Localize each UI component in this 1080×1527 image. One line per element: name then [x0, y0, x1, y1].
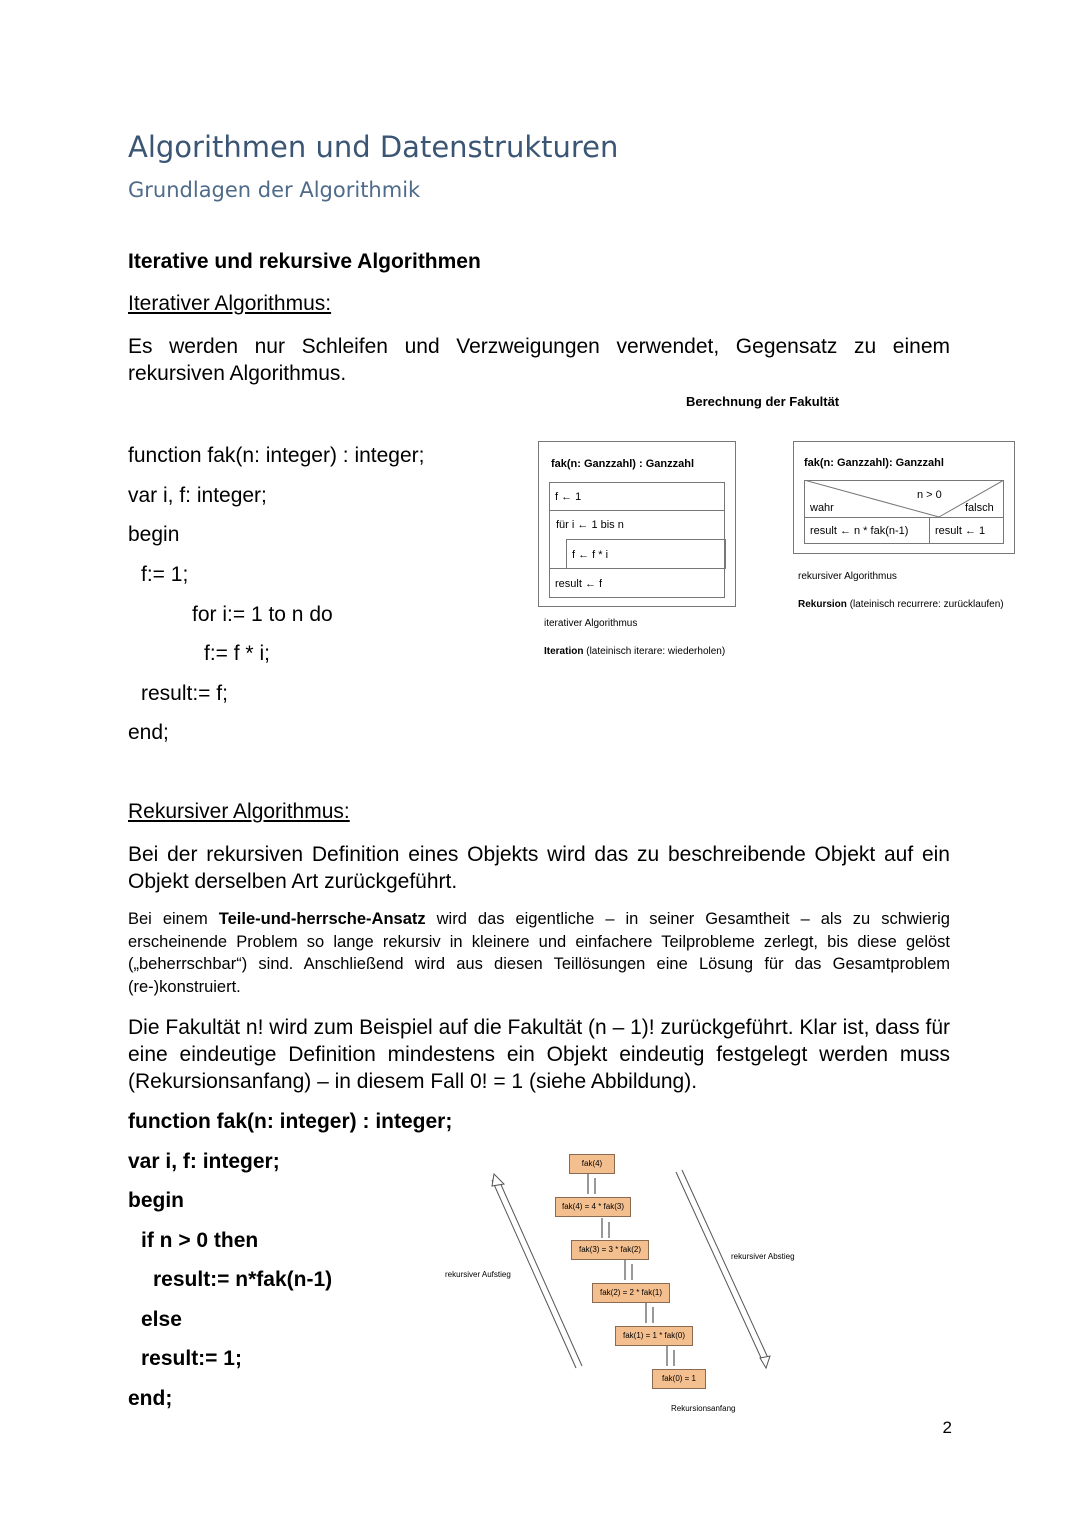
condition-true: wahr: [810, 502, 834, 514]
recursive-structogram: [793, 441, 1015, 554]
structogram-loop-label: für i ← 1 bis n: [556, 519, 624, 531]
recursion-definition: Rekursion (lateinisch recurrere: zurücklaufen): [798, 599, 1004, 610]
code-line: else: [141, 1308, 182, 1331]
descent-label: rekursiver Abstieg: [731, 1252, 795, 1261]
page-number: 2: [942, 1418, 952, 1437]
iterative-structogram: [538, 441, 736, 607]
recursion-node: fak(2) = 2 * fak(1): [592, 1283, 670, 1303]
structogram-loop-body: f ← f * i: [566, 539, 726, 569]
factorial-explanation: Die Fakultät n! wird zum Beispiel auf die Fakultät (n – 1)! zurückgeführt. Klar ist, dass für eine eindeutige Definition mindestens ein Objekt eindeutig festgelegt werden muss (Rekursionsanfang) – in diesem Fall 0! = 1 (siehe Abbildung).: [128, 1016, 950, 1093]
iteration-definition: Iteration (lateinisch iterare: wiederholen): [544, 646, 726, 657]
code-line: result:= 1;: [141, 1347, 242, 1370]
code-line: var i, f: integer;: [128, 1150, 280, 1173]
structogram-init: f ← 1: [549, 482, 725, 511]
code-line: begin: [128, 523, 180, 546]
condition-false: falsch: [965, 502, 994, 514]
structogram-header: fak(n: Ganzzahl): Ganzzahl: [804, 457, 944, 469]
recursive-heading: Rekursiver Algorithmus:: [128, 800, 350, 823]
figure-caption: Berechnung der Fakultät: [686, 394, 840, 409]
code-line: begin: [128, 1189, 184, 1212]
structogram-condition: [804, 480, 1004, 518]
section-heading: Iterative und rekursive Algorithmen: [128, 250, 481, 273]
iterative-description: Es werden nur Schleifen und Verzweigungen verwendet, Gegensatz zu einem rekursiven Algorithmus.: [128, 335, 950, 385]
divide-and-conquer-text: Bei einem Teile-und-herrsche-Ansatz wird das eigentliche – in seiner Gesamtheit – als zu schwierig erscheinende Problem so lange rekursiv in kleinere und einfachere Teilprobleme zerlegt, bis diese gelöst („beherrschbar“) sind. Anschließend wird aus diesen Teillösungen eine Lösung für das Gesamtproblem (re-)konstruiert.: [128, 910, 950, 996]
iterative-label: iterativer Algorithmus: [544, 618, 638, 629]
structogram-loop: [549, 510, 725, 569]
document-subtitle: Grundlagen der Algorithmik: [128, 178, 421, 202]
structogram-header: fak(n: Ganzzahl) : Ganzzahl: [551, 458, 695, 470]
structogram-then: result ← n * fak(n-1): [804, 517, 930, 544]
code-line: if n > 0 then: [141, 1229, 259, 1252]
base-case-label: Rekursionsanfang: [671, 1404, 736, 1413]
document-title: Algorithmen und Datenstrukturen: [128, 130, 619, 164]
recursion-node: fak(3) = 3 * fak(2): [571, 1240, 649, 1260]
code-line: function fak(n: integer) : integer;: [128, 1110, 453, 1133]
code-line: var i, f: integer;: [128, 484, 267, 507]
code-line: f:= 1;: [141, 563, 189, 586]
code-line: result:= n*fak(n-1): [153, 1268, 333, 1291]
recursive-description: Bei der rekursiven Definition eines Objekts wird das zu beschreibende Objekt auf ein Objekt derselben Art zurückgeführt.: [128, 843, 950, 893]
code-line: end;: [128, 721, 169, 744]
structogram-else: result ← 1: [929, 517, 1004, 544]
recursion-node: fak(1) = 1 * fak(0): [615, 1326, 693, 1346]
recursion-node: fak(4) = 4 * fak(3): [555, 1197, 631, 1217]
recursion-node: fak(4): [569, 1154, 615, 1174]
code-line: end;: [128, 1387, 173, 1410]
iterative-heading: Iterativer Algorithmus:: [128, 292, 332, 315]
code-line: result:= f;: [141, 682, 228, 705]
ascent-label: rekursiver Aufstieg: [445, 1270, 511, 1279]
structogram-result: result ← f: [549, 568, 725, 598]
code-line: function fak(n: integer) : integer;: [128, 444, 425, 467]
recursive-label: rekursiver Algorithmus: [798, 571, 897, 582]
code-line: f:= f * i;: [204, 642, 270, 665]
condition-text: n > 0: [917, 489, 942, 501]
recursion-base-node: fak(0) = 1: [652, 1369, 706, 1389]
code-line: for i:= 1 to n do: [192, 603, 333, 626]
